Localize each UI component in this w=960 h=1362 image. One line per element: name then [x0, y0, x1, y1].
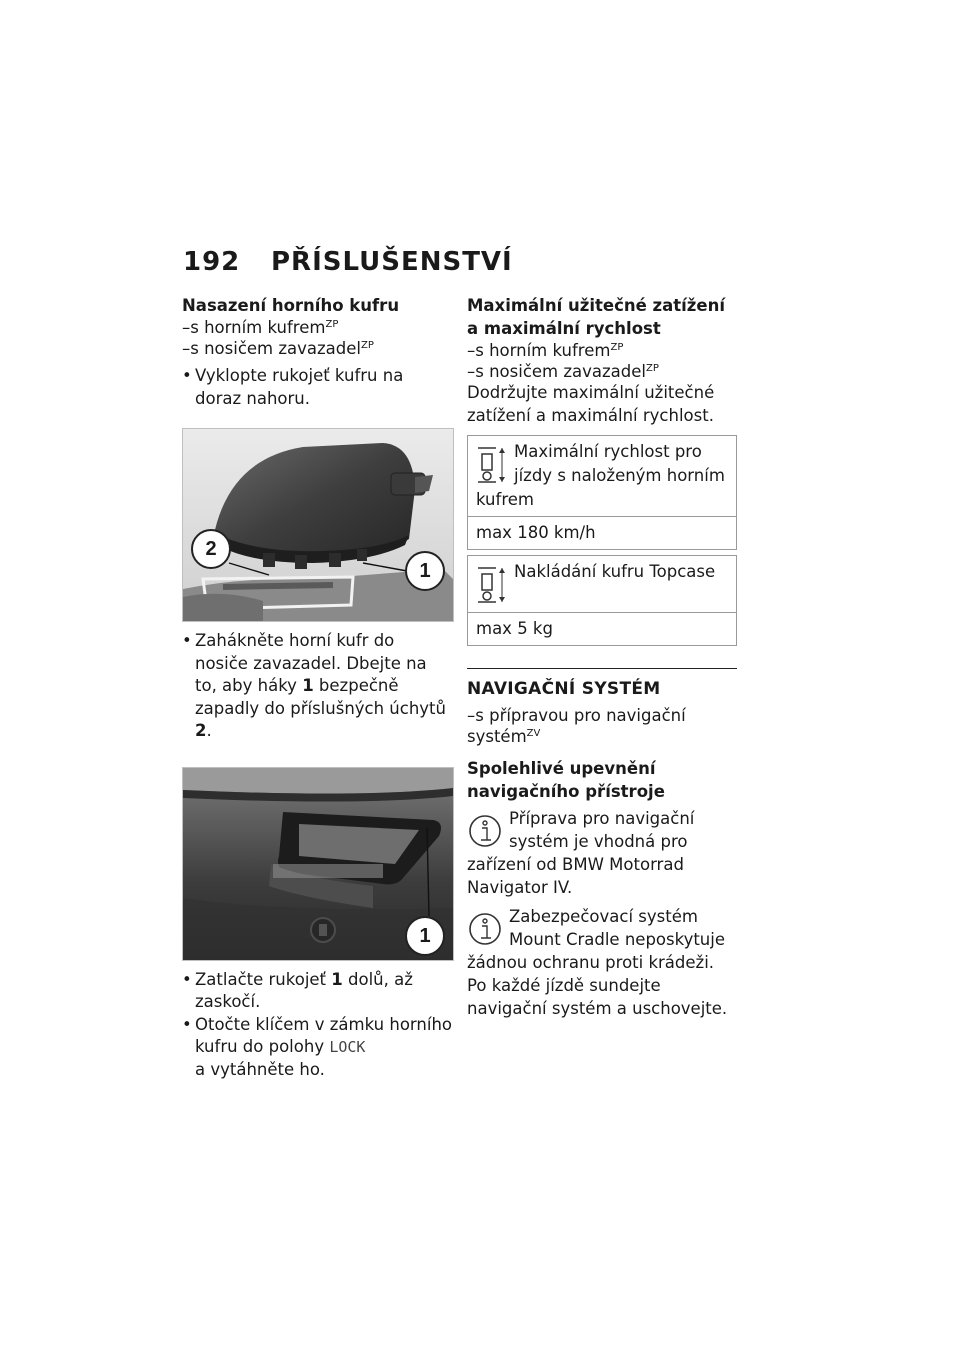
spec-label-cell: Nakládání kufru Topcase	[468, 556, 736, 612]
left-column	[182, 294, 452, 1081]
navigation-section-title: NAVIGAČNÍ SYSTÉM	[467, 668, 737, 701]
section-heading-topcase-mount: Nasazení horního kufru	[182, 296, 400, 315]
callout-1: 1	[405, 551, 445, 591]
spec-table-max-speed	[467, 435, 737, 550]
spec-value-cell: max 180 km/h	[468, 516, 736, 549]
spec-table-topcase-load	[467, 555, 737, 646]
info-note-compatibility: Příprava pro navigační systém je vhodná pro zařízení od BMW Motorrad Navigator IV.	[467, 809, 695, 897]
section-heading-secure-mount: Spolehlivé upevnění navigačního přístroje	[467, 759, 665, 801]
condition-luggage-rack: –s nosičem zavazadel$^{ZP}$	[182, 339, 374, 358]
page-header	[183, 247, 513, 277]
step-turn-key: • Otočte klíčem v zámku horního kufru do polohy LOCK a vytáhněte ho.	[182, 1014, 452, 1082]
spec-gauge-icon	[476, 442, 506, 488]
callout-2: 2	[191, 529, 231, 569]
condition-luggage-rack: –s nosičem zavazadel$^{ZP}$	[467, 362, 659, 381]
callout-1: 1	[405, 916, 445, 956]
spec-label-cell: Maximální rychlost pro jízdy s naloženým horním kufrem	[476, 442, 725, 509]
lock-position-label: LOCK	[329, 1038, 366, 1056]
section-heading-max-load: Maximální užitečné zatížení a maximální rychlost	[467, 296, 726, 338]
condition-topcase: –s horním kufrem$^{ZP}$	[182, 318, 339, 337]
info-icon	[467, 811, 503, 851]
figure-topcase-handle	[182, 767, 454, 961]
condition-topcase: –s horním kufrem$^{ZP}$	[467, 341, 624, 360]
figure-topcase-on-rack	[182, 428, 454, 622]
condition-navigation-prep: –s přípravou pro navigační systém$^{ZV}$	[467, 706, 686, 746]
right-column	[467, 294, 737, 1020]
step-fold-handle: • Vyklopte rukojeť kufru na doraz nahoru.	[182, 365, 452, 410]
topcase-rack-illustration	[183, 429, 453, 621]
page-number: 192	[183, 247, 241, 277]
spec-gauge-icon	[476, 562, 506, 608]
step-hook-topcase: • Zahákněte horní kufr do nosiče zavazadel. Dbejte na to, aby háky 1 bezpečně zapadly do příslušných úchytů 2.	[182, 630, 452, 743]
info-icon	[467, 909, 503, 949]
chapter-title: PŘÍSLUŠENSTVÍ	[271, 247, 513, 277]
spec-value-cell: max 5 kg	[468, 612, 736, 645]
step-press-handle: • Zatlačte rukojeť 1 dolů, až zaskočí.	[182, 969, 452, 1014]
intro-text: Dodržujte maximální užitečné zatížení a maximální rychlost.	[467, 383, 715, 425]
info-note-theft: Zabezpečovací systém Mount Cradle neposkytuje žádnou ochranu proti krádeži. Po každé jízdě sundejte navigační systém a uschovejte.	[467, 907, 728, 1018]
